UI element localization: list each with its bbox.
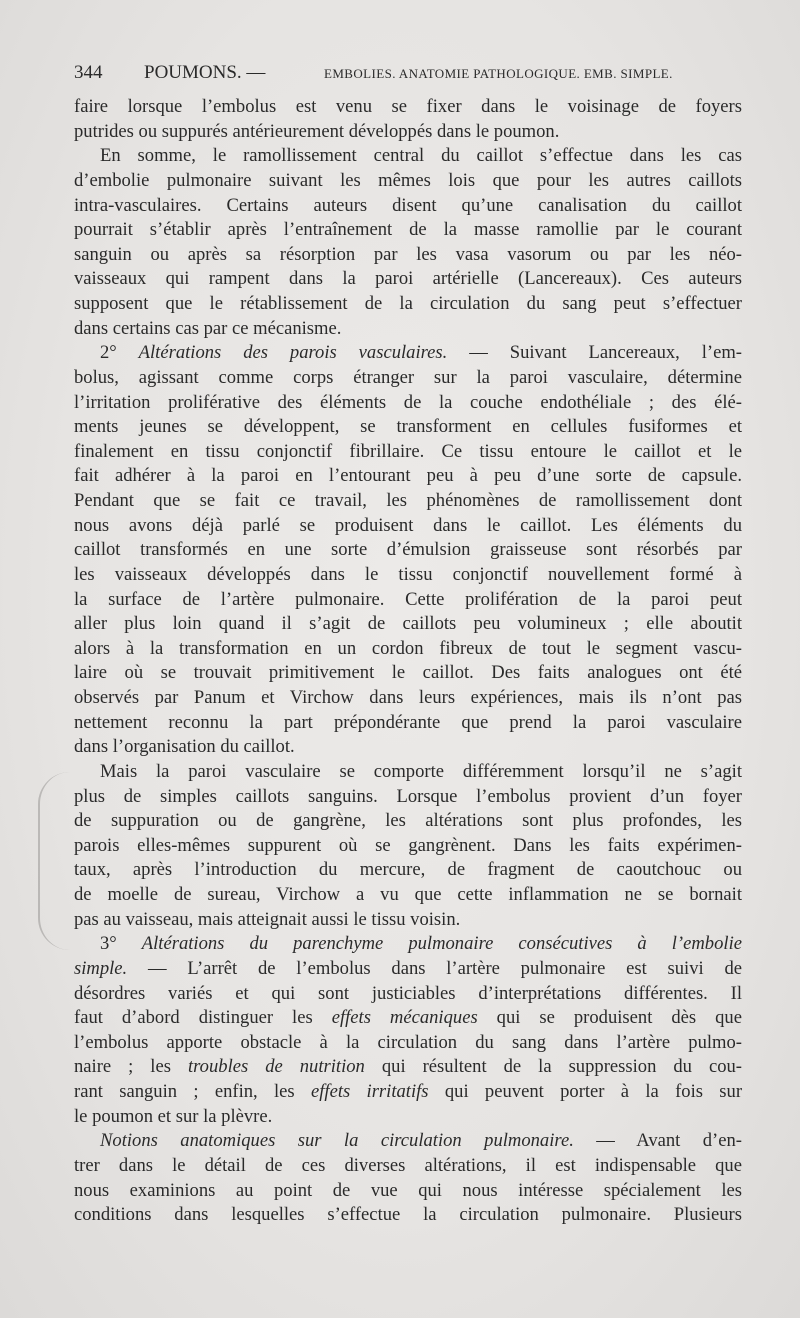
text-line: de moelle de sureau, Virchow a vu que cette inflammation ne se bornait (74, 884, 742, 905)
text-line: dans certains cas par ce mécanisme. (74, 317, 342, 339)
text-line: laire où se trouvait primitivement le caillot. Des faits analogues ont été (74, 662, 742, 684)
text-line: plus de simples caillots sanguins. Lorsque l’embolus provient d’un foyer (74, 785, 742, 807)
section-heading-line: 2° Altérations des parois vasculaires. — Suivant Lancereaux, l’em- (100, 342, 742, 364)
section-heading-line: 3° Altérations du parenchyme pulmonaire consécutives à l’embolie (100, 933, 742, 955)
text-line: le poumon et sur la plèvre. (74, 1105, 273, 1127)
text-line: désordres variés et qui sont justiciables d’interprétations différentes. Il (74, 982, 742, 1004)
text-line: sanguin ou après sa résorption par les vasa vasorum ou par les néo- (74, 243, 742, 265)
text-line: bolus, agissant comme corps étranger sur la paroi vasculaire, détermine (74, 366, 742, 388)
text-line: intra-vasculaires. Certains auteurs disent qu’une canalisation du caillot (74, 194, 742, 216)
text-line: En somme, le ramollissement central du caillot s’effectue dans les cas (100, 145, 742, 167)
text-line: taux, après l’introduction du mercure, de fragment de caoutchouc ou (74, 859, 742, 881)
text-line: faire lorsque l’embolus est venu se fixer dans le voisinage de foyers (74, 96, 742, 117)
text-line: l’embolus apporte obstacle à la circulation du sang dans l’artère pulmo- (74, 1031, 742, 1053)
text-line: d’embolie pulmonaire suivant les mêmes lois que pour les autres caillots (74, 169, 742, 191)
text-line: conditions dans lesquelles s’effectue la circulation pulmonaire. Plusieurs (74, 1204, 742, 1226)
text-line: Mais la paroi vasculaire se comporte différemment lorsqu’il ne s’agit (100, 760, 742, 782)
text-line: caillot transformés en une sorte d’émulsion graisseuse sont résorbés par (74, 539, 742, 561)
text-line: pas au vaisseau, mais atteignait aussi le tissu voisin. (74, 908, 461, 930)
text-line: pourrait s’établir après l’entraînement de la masse ramollie par le courant (74, 219, 742, 241)
section-title: Altérations des parois vasculaires. (138, 342, 448, 364)
text-line: nous examinions au point de vue qui nous intéresse spécialement les (74, 1179, 742, 1201)
text-line: observés par Panum et Virchow dans leurs expériences, mais ils n’ont pas (74, 687, 742, 708)
section-title: Altérations du parenchyme pulmonaire consécutives à l’embolie (141, 933, 742, 955)
section-heading-line: Notions anatomiques sur la circulation pulmonaire. — Avant d’en- (100, 1130, 742, 1152)
text-line: de suppuration ou de gangrène, les altérations sont plus profondes, les (74, 810, 742, 832)
text-line: la surface de l’artère pulmonaire. Cette prolifération de la paroi peut (74, 588, 742, 610)
section-title: Notions anatomiques sur la circulation pulmonaire. (100, 1130, 574, 1152)
text-line: nettement reconnu la part prépondérante que prend la paroi vasculaire (74, 711, 742, 733)
pencil-margin-mark (38, 772, 70, 950)
text-line: dans l’organisation du caillot. (74, 736, 295, 758)
page-number: 344 (74, 62, 103, 83)
text-line: les vaisseaux développés dans le tissu conjonctif nouvellement formé à (74, 563, 742, 585)
page-body (74, 95, 742, 1228)
text-line: parois elles-mêmes suppurent où se gangrènent. Dans les faits expérimen- (74, 834, 742, 856)
text-line: naire ; les troubles de nutrition qui résultent de la suppression du cou- (74, 1056, 742, 1078)
text-line: nous avons déjà parlé se produisent dans le caillot. Les éléments du (74, 514, 742, 536)
text-line: supposent que le rétablissement de la circulation du sang peut s’effectuer (74, 293, 742, 314)
text-line: aller plus loin quand il s’agit de caillots peu volumineux ; elle aboutit (74, 613, 742, 635)
text-line: rant sanguin ; enfin, les effets irritatifs qui peuvent porter à la fois sur (74, 1081, 743, 1102)
text-line: putrides ou suppurés antérieurement développés dans le poumon. (74, 120, 560, 142)
text-line: simple. — L’arrêt de l’embolus dans l’artère pulmonaire est suivi de (74, 957, 742, 979)
text-line: alors à la transformation en un cordon fibreux de tout le segment vascu- (74, 637, 742, 659)
running-head-subtitle: EMBOLIES. ANATOMIE PATHOLOGIQUE. EMB. SIMPLE. (324, 66, 673, 81)
running-head-title: POUMONS. — (144, 62, 266, 83)
text-line: l’irritation proliférative des éléments de la couche endothéliale ; des élé- (74, 391, 742, 413)
text-line: Pendant que se fait ce travail, les phénomènes de ramollissement dont (74, 490, 742, 511)
text-line: vaisseaux qui rampent dans la paroi artérielle (Lancereaux). Ces auteurs (74, 268, 742, 290)
page-header (74, 62, 744, 88)
text-line: fait adhérer à la paroi en l’entourant peu à peu d’une sorte de capsule. (74, 465, 742, 487)
text-line: ments jeunes se développent, se transforment en cellules fusiformes et (74, 416, 742, 438)
text-line: finalement en tissu conjonctif fibrillaire. Ce tissu entoure le caillot et le (74, 440, 742, 462)
text-line: trer dans le détail de ces diverses altérations, il est indispensable que (74, 1154, 742, 1176)
text-line: faut d’abord distinguer les effets mécaniques qui se produisent dès que (74, 1007, 742, 1029)
